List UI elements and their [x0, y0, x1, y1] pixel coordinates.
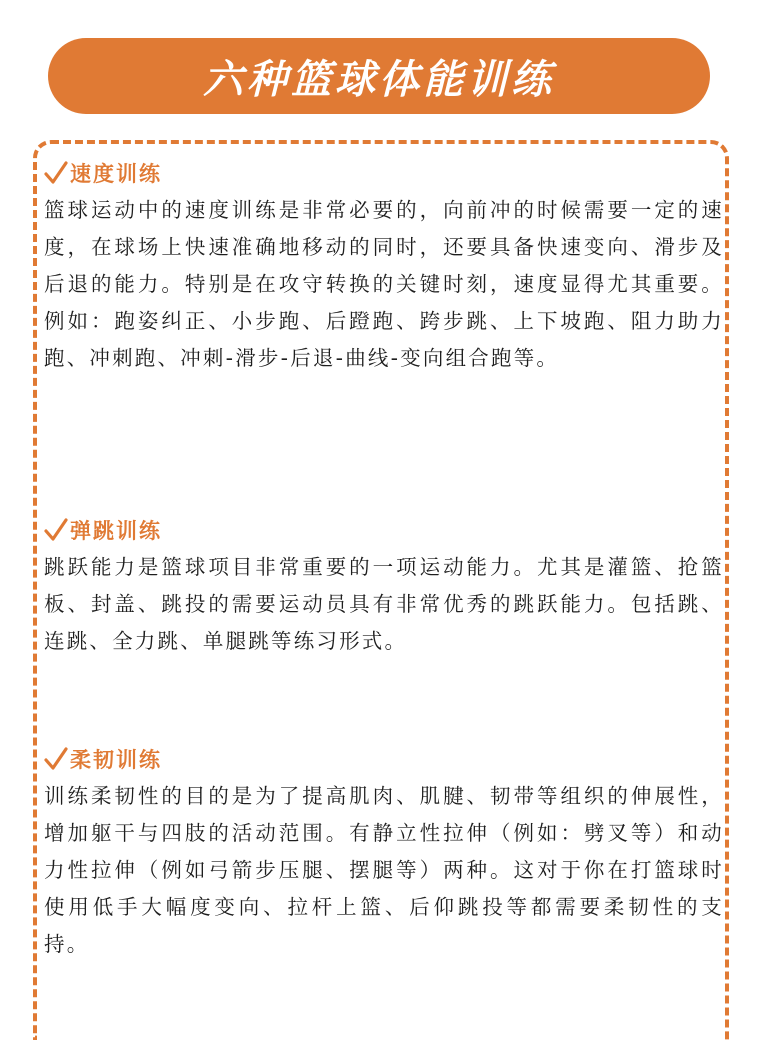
check-icon	[44, 160, 68, 186]
page-title: 六种篮球体能训练	[203, 56, 555, 103]
section-header	[44, 742, 724, 776]
check-icon	[44, 746, 68, 772]
section-body: 训练柔韧性的目的是为了提高肌肉、肌腱、韧带等组织的伸展性，增加躯干与四肢的活动范围。有静立性拉伸（例如：劈叉等）和动力性拉伸（例如弓箭步压腿、摆腿等）两种。这对于你在打篮球时使用低手大幅度变向、拉杆上篮、后仰跳投等都需要柔韧性的支持。	[44, 784, 724, 956]
section-title: 柔韧训练	[70, 748, 162, 772]
section-body: 篮球运动中的速度训练是非常必要的，向前冲的时候需要一定的速度，在球场上快速准确地移动的同时，还要具备快速变向、滑步及后退的能力。特别是在攻守转换的关键时刻，速度显得尤其重要。例如：跑姿纠正、小步跑、后蹬跑、跨步跳、上下坡跑、阻力助力跑、冲刺跑、冲刺-滑步-后退-曲线-变向组合跑等。	[44, 198, 724, 370]
check-icon	[44, 517, 68, 543]
section-flexibility-training	[44, 742, 724, 963]
section-speed-training	[44, 156, 724, 377]
section-header	[44, 513, 724, 547]
section-jump-training	[44, 513, 724, 660]
section-body: 跳跃能力是篮球项目非常重要的一项运动能力。尤其是灌篮、抢篮板、封盖、跳投的需要运动员具有非常优秀的跳跃能力。包括跳、连跳、全力跳、单腿跳等练习形式。	[44, 555, 724, 653]
section-title: 弹跳训练	[70, 519, 162, 543]
section-header	[44, 156, 724, 190]
section-title: 速度训练	[70, 162, 162, 186]
title-banner	[48, 38, 710, 114]
